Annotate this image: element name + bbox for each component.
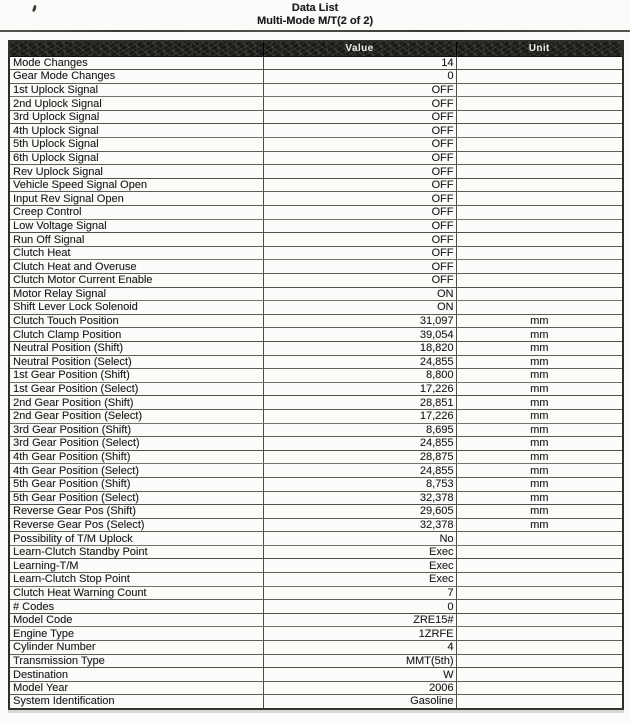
cell-unit <box>456 192 623 206</box>
cell-unit <box>456 233 623 247</box>
cell-name: Learning-T/M <box>9 559 263 573</box>
cell-value: OFF <box>263 124 456 138</box>
cell-value: 8,753 <box>263 477 456 491</box>
table-row <box>9 219 623 233</box>
cell-name: Reverse Gear Pos (Select) <box>9 518 263 532</box>
table-row <box>9 355 623 369</box>
cell-unit: mm <box>456 396 623 410</box>
cell-name: Mode Changes <box>9 56 263 70</box>
cell-unit: mm <box>456 505 623 519</box>
cell-unit: mm <box>456 382 623 396</box>
cell-name: Cylinder Number <box>9 641 263 655</box>
table-row <box>9 382 623 396</box>
cell-unit <box>456 178 623 192</box>
cell-unit <box>456 83 623 97</box>
table-row <box>9 641 623 655</box>
cell-name: Model Year <box>9 681 263 695</box>
cell-value: OFF <box>263 260 456 274</box>
cell-value: Exec <box>263 559 456 573</box>
page-title: Data List <box>291 2 339 14</box>
cell-unit: mm <box>456 341 623 355</box>
table-row <box>9 314 623 328</box>
table-row <box>9 396 623 410</box>
cell-unit: mm <box>456 355 623 369</box>
cell-unit <box>456 654 623 668</box>
cell-name: 2nd Gear Position (Shift) <box>9 396 263 410</box>
table-row <box>9 369 623 383</box>
cell-unit <box>456 287 623 301</box>
cell-name: Neutral Position (Shift) <box>9 341 263 355</box>
cell-name: Rev Uplock Signal <box>9 165 263 179</box>
cell-value: ON <box>263 301 456 315</box>
cell-unit <box>456 124 623 138</box>
cell-unit: mm <box>456 477 623 491</box>
cell-value: 4 <box>263 641 456 655</box>
table-row <box>9 246 623 260</box>
table-row <box>9 138 623 152</box>
cell-value: OFF <box>263 233 456 247</box>
cell-name: Motor Relay Signal <box>9 287 263 301</box>
cell-name: 5th Uplock Signal <box>9 138 263 152</box>
cell-value: 24,855 <box>263 464 456 478</box>
cell-name: Clutch Clamp Position <box>9 328 263 342</box>
cell-unit <box>456 586 623 600</box>
cell-name: 2nd Gear Position (Select) <box>9 409 263 423</box>
table-row <box>9 328 623 342</box>
cell-name: Model Code <box>9 613 263 627</box>
cell-unit <box>456 110 623 124</box>
cell-value: 2006 <box>263 681 456 695</box>
cell-value: 8,800 <box>263 369 456 383</box>
cell-value: OFF <box>263 206 456 220</box>
cell-unit <box>456 97 623 111</box>
cell-name: 1st Uplock Signal <box>9 83 263 97</box>
cell-value: 31,097 <box>263 314 456 328</box>
cell-name: 5th Gear Position (Shift) <box>9 477 263 491</box>
table-row <box>9 192 623 206</box>
cell-value: OFF <box>263 110 456 124</box>
cell-value: 32,378 <box>263 518 456 532</box>
cell-unit <box>456 138 623 152</box>
cell-unit <box>456 532 623 546</box>
table-row <box>9 450 623 464</box>
cell-name: Vehicle Speed Signal Open <box>9 178 263 192</box>
header-cell-unit: Unit <box>456 41 623 56</box>
table-row <box>9 151 623 165</box>
cell-name: Transmission Type <box>9 654 263 668</box>
cell-name: Gear Mode Changes <box>9 70 263 84</box>
table-row <box>9 573 623 587</box>
cell-value: 39,054 <box>263 328 456 342</box>
table-row <box>9 518 623 532</box>
cell-unit: mm <box>456 491 623 505</box>
table-row <box>9 110 623 124</box>
cell-name: Creep Control <box>9 206 263 220</box>
cell-unit: mm <box>456 409 623 423</box>
table-row <box>9 654 623 668</box>
table-row <box>9 341 623 355</box>
cell-name: 1st Gear Position (Shift) <box>9 369 263 383</box>
cell-value: Gasoline <box>263 695 456 709</box>
header-cell-value: Value <box>263 41 456 56</box>
cell-name: Possibility of T/M Uplock <box>9 532 263 546</box>
table-row <box>9 668 623 682</box>
cell-value: 0 <box>263 70 456 84</box>
cell-unit <box>456 219 623 233</box>
table-row <box>9 532 623 546</box>
cell-value: 8,695 <box>263 423 456 437</box>
cell-value: 29,605 <box>263 505 456 519</box>
cell-unit: mm <box>456 437 623 451</box>
table-row <box>9 477 623 491</box>
cell-name: Clutch Touch Position <box>9 314 263 328</box>
cell-unit <box>456 613 623 627</box>
cell-unit <box>456 246 623 260</box>
cell-unit <box>456 274 623 288</box>
cell-unit <box>456 559 623 573</box>
cell-unit: mm <box>456 423 623 437</box>
cell-value: 14 <box>263 56 456 70</box>
cell-value: OFF <box>263 246 456 260</box>
cell-value: ON <box>263 287 456 301</box>
table-row <box>9 545 623 559</box>
cell-value: OFF <box>263 178 456 192</box>
table-row <box>9 409 623 423</box>
cell-name: 3rd Uplock Signal <box>9 110 263 124</box>
table-row <box>9 70 623 84</box>
cell-value: OFF <box>263 97 456 111</box>
cell-name: Run Off Signal <box>9 233 263 247</box>
cell-unit <box>456 56 623 70</box>
cell-unit <box>456 260 623 274</box>
table-row <box>9 260 623 274</box>
cell-value: OFF <box>263 274 456 288</box>
cell-unit <box>456 151 623 165</box>
table-row <box>9 301 623 315</box>
cell-value: 17,226 <box>263 409 456 423</box>
cell-name: Learn-Clutch Standby Point <box>9 545 263 559</box>
table-row <box>9 464 623 478</box>
cell-unit: mm <box>456 518 623 532</box>
cell-value: OFF <box>263 138 456 152</box>
table-row <box>9 274 623 288</box>
cell-name: 4th Gear Position (Shift) <box>9 450 263 464</box>
table-row <box>9 206 623 220</box>
cell-name: Clutch Heat and Overuse <box>9 260 263 274</box>
cell-name: Reverse Gear Pos (Shift) <box>9 505 263 519</box>
table-row <box>9 165 623 179</box>
cell-unit: mm <box>456 314 623 328</box>
cell-name: Input Rev Signal Open <box>9 192 263 206</box>
page-subtitle: Multi-Mode M/T(2 of 2) <box>256 15 374 27</box>
cell-unit <box>456 681 623 695</box>
cell-name: Engine Type <box>9 627 263 641</box>
cell-name: # Codes <box>9 600 263 614</box>
cell-name: Clutch Heat Warning Count <box>9 586 263 600</box>
table-row <box>9 695 623 709</box>
cell-unit: mm <box>456 464 623 478</box>
cell-value: W <box>263 668 456 682</box>
cell-unit: mm <box>456 369 623 383</box>
cell-unit <box>456 545 623 559</box>
table-row <box>9 437 623 451</box>
cell-unit <box>456 695 623 709</box>
table-row <box>9 586 623 600</box>
cell-name: 6th Uplock Signal <box>9 151 263 165</box>
cell-name: Neutral Position (Select) <box>9 355 263 369</box>
cell-name: Low Voltage Signal <box>9 219 263 233</box>
table-row <box>9 97 623 111</box>
header-cell-name <box>9 41 263 56</box>
cell-name: System Identification <box>9 695 263 709</box>
cell-name: 5th Gear Position (Select) <box>9 491 263 505</box>
cell-name: 3rd Gear Position (Shift) <box>9 423 263 437</box>
cell-value: ZRE15# <box>263 613 456 627</box>
table-row <box>9 559 623 573</box>
table-row <box>9 178 623 192</box>
cell-unit <box>456 641 623 655</box>
cell-unit: mm <box>456 328 623 342</box>
cell-value: 32,378 <box>263 491 456 505</box>
title-block <box>0 2 630 28</box>
cell-value: 24,855 <box>263 437 456 451</box>
table-row <box>9 124 623 138</box>
cell-name: Destination <box>9 668 263 682</box>
cell-value: Exec <box>263 545 456 559</box>
cell-unit <box>456 206 623 220</box>
cell-name: 4th Gear Position (Select) <box>9 464 263 478</box>
cell-name: Clutch Motor Current Enable <box>9 274 263 288</box>
table-row <box>9 56 623 70</box>
cell-value: OFF <box>263 165 456 179</box>
header-row <box>9 41 623 56</box>
cell-name: 1st Gear Position (Select) <box>9 382 263 396</box>
cell-unit <box>456 301 623 315</box>
table-row <box>9 613 623 627</box>
cell-value: OFF <box>263 192 456 206</box>
cell-unit <box>456 70 623 84</box>
table-row <box>9 491 623 505</box>
table-row <box>9 287 623 301</box>
cell-value: OFF <box>263 151 456 165</box>
cell-name: 3rd Gear Position (Select) <box>9 437 263 451</box>
cell-name: 2nd Uplock Signal <box>9 97 263 111</box>
table-row <box>9 505 623 519</box>
cell-unit <box>456 165 623 179</box>
cell-value: OFF <box>263 83 456 97</box>
table-row <box>9 627 623 641</box>
cell-name: Shift Lever Lock Solenoid <box>9 301 263 315</box>
cell-value: Exec <box>263 573 456 587</box>
cell-value: 28,851 <box>263 396 456 410</box>
cell-value: No <box>263 532 456 546</box>
cell-value: 24,855 <box>263 355 456 369</box>
table-row <box>9 423 623 437</box>
table-header <box>9 41 623 56</box>
cell-value: 0 <box>263 600 456 614</box>
cell-name: Clutch Heat <box>9 246 263 260</box>
table-row <box>9 681 623 695</box>
cell-value: 7 <box>263 586 456 600</box>
cell-unit <box>456 600 623 614</box>
cell-unit <box>456 573 623 587</box>
cell-value: 28,875 <box>263 450 456 464</box>
data-table-body <box>9 56 623 709</box>
cell-unit: mm <box>456 450 623 464</box>
cell-value: 1ZRFE <box>263 627 456 641</box>
horizontal-rule <box>0 30 630 32</box>
cell-unit <box>456 627 623 641</box>
data-list-table <box>8 40 624 710</box>
cell-unit <box>456 668 623 682</box>
cell-value: OFF <box>263 219 456 233</box>
cell-name: Learn-Clutch Stop Point <box>9 573 263 587</box>
table-row <box>9 600 623 614</box>
table-row <box>9 233 623 247</box>
table-row <box>9 83 623 97</box>
cell-value: 18,820 <box>263 341 456 355</box>
cell-value: MMT(5th) <box>263 654 456 668</box>
cell-value: 17,226 <box>263 382 456 396</box>
cell-name: 4th Uplock Signal <box>9 124 263 138</box>
